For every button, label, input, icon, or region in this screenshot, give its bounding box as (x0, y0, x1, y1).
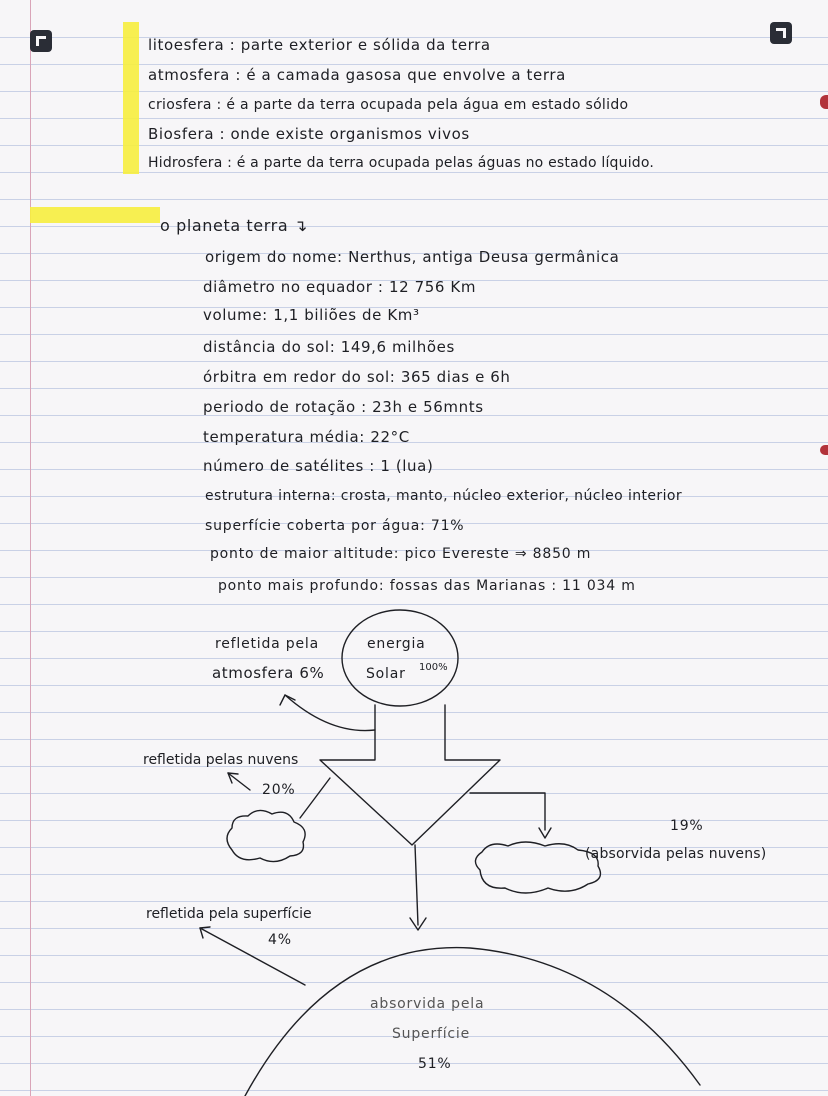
fact-row: órbitra em redor do sol: 365 dias e 6h (203, 368, 511, 386)
sphere-definition: é a camada gasosa que envolve a terra (246, 66, 566, 84)
energy-arrow (320, 705, 500, 845)
fact-label: origem do nome (205, 248, 338, 266)
earth-surface-arc (245, 948, 700, 1096)
fact-row: ponto de maior altitude: pico Evereste ⇒ 8850 m (210, 546, 592, 562)
fact-row: distância do sol: 149,6 milhões (203, 338, 455, 356)
sun-percent: 100% (419, 662, 448, 673)
fact-label: periodo de rotação (203, 398, 356, 416)
sun-circle (342, 610, 458, 706)
surface-reflect-label: refletida pela superfície (146, 906, 312, 922)
sphere-row: litoesfera : parte exterior e sólida da terra (148, 36, 491, 54)
clouds-line (300, 778, 330, 818)
fact-label: volume (203, 306, 263, 324)
fact-value: 149,6 milhões (340, 338, 455, 356)
fact-label: temperatura média (203, 428, 360, 446)
fact-row: estrutura interna: crosta, manto, núcleo exterior, núcleo interior (205, 488, 682, 504)
fact-value: 12 756 Km (388, 278, 477, 296)
sphere-row: criosfera : é a parte da terra ocupada pela água em estado sólido (148, 97, 629, 113)
surface-absorb-label-1: absorvida pela (370, 996, 485, 1012)
sun-label-solar: Solar (366, 666, 406, 682)
fact-value: pico Evereste ⇒ 8850 m (404, 546, 592, 562)
cloud-right-icon (475, 842, 600, 893)
fact-row: temperatura média: 22°C (203, 428, 410, 446)
sphere-definition: onde existe organismos vivos (230, 125, 470, 143)
clouds-reflect-label: refletida pelas nuvens (143, 752, 299, 768)
planet-heading-text: o planeta terra (160, 216, 289, 235)
cloud-left-icon (227, 810, 305, 861)
fact-value: crosta, manto, núcleo exterior, núcleo interior (340, 488, 682, 504)
fact-label: estrutura interna (205, 488, 331, 504)
fact-row: diâmetro no equador : 12 756 Km (203, 278, 477, 296)
sphere-row: Hidrosfera : é a parte da terra ocupada pelas águas no estado líquido. (148, 155, 655, 171)
fact-label: ponto mais profundo (218, 578, 379, 594)
fact-label: órbitra em redor do sol (203, 368, 390, 386)
fact-value: fossas das Marianas : 11 034 m (389, 578, 636, 594)
arrowhead (280, 695, 295, 705)
fact-row: periodo de rotação : 23h e 56mnts (203, 398, 484, 416)
sphere-definition: parte exterior e sólida da terra (240, 36, 491, 54)
clouds-absorb-percent: 19% (670, 818, 704, 834)
sphere-term: criosfera (148, 97, 212, 113)
surface-absorb-percent: 51% (418, 1056, 452, 1072)
clouds-absorb-label: (absorvida pelas nuvens) (585, 846, 767, 862)
surface-arrow (415, 845, 418, 925)
fact-label: distância do sol (203, 338, 330, 356)
fact-value: Nerthus, antiga Deusa germânica (348, 248, 620, 266)
sun-label-energy: energia (367, 636, 426, 652)
clouds-reflect-percent: 20% (262, 782, 296, 798)
fact-label: diâmetro no equador (203, 278, 373, 296)
fact-row: ponto mais profundo: fossas das Marianas : 11 034 m (218, 578, 636, 594)
fact-label: número de satélites (203, 457, 364, 475)
fact-row: volume: 1,1 biliões de Km³ (203, 306, 420, 324)
fact-value: 1 (lua) (380, 457, 434, 475)
fact-value: 71% (430, 518, 465, 534)
sphere-row: Biosfera : onde existe organismos vivos (148, 125, 470, 143)
fact-label: ponto de maior altitude (210, 546, 394, 562)
sphere-term: Biosfera (148, 125, 215, 143)
sphere-definition: é a parte da terra ocupada pela água em estado sólido (226, 97, 629, 113)
clouds-absorb-arrow (470, 793, 545, 830)
fact-label: superfície coberta por água (205, 518, 421, 534)
atmosphere-label-2: atmosfera 6% (212, 664, 325, 682)
planet-heading: o planeta terra ↴ (160, 216, 308, 235)
fact-row: superfície coberta por água: 71% (205, 518, 465, 534)
surface-absorb-label-2: Superfície (392, 1026, 471, 1042)
atmosphere-reflect-arrow (285, 695, 375, 731)
sphere-term: Hidrosfera (148, 155, 223, 171)
fact-row: origem do nome: Nerthus, antiga Deusa germânica (205, 248, 620, 266)
fact-row: número de satélites : 1 (lua) (203, 457, 434, 475)
fact-value: 22°C (370, 428, 410, 446)
fact-value: 1,1 biliões de Km³ (273, 306, 420, 324)
sphere-definition: é a parte da terra ocupada pelas águas no estado líquido. (236, 155, 655, 171)
surface-reflect-percent: 4% (268, 932, 292, 948)
sphere-term: atmosfera (148, 66, 230, 84)
sphere-term: litoesfera (148, 36, 225, 54)
atmosphere-label-1: refletida pela (215, 636, 319, 652)
fact-value: 23h e 56mnts (372, 398, 484, 416)
sphere-row: atmosfera : é a camada gasosa que envolve a terra (148, 66, 566, 84)
fact-value: 365 dias e 6h (400, 368, 511, 386)
